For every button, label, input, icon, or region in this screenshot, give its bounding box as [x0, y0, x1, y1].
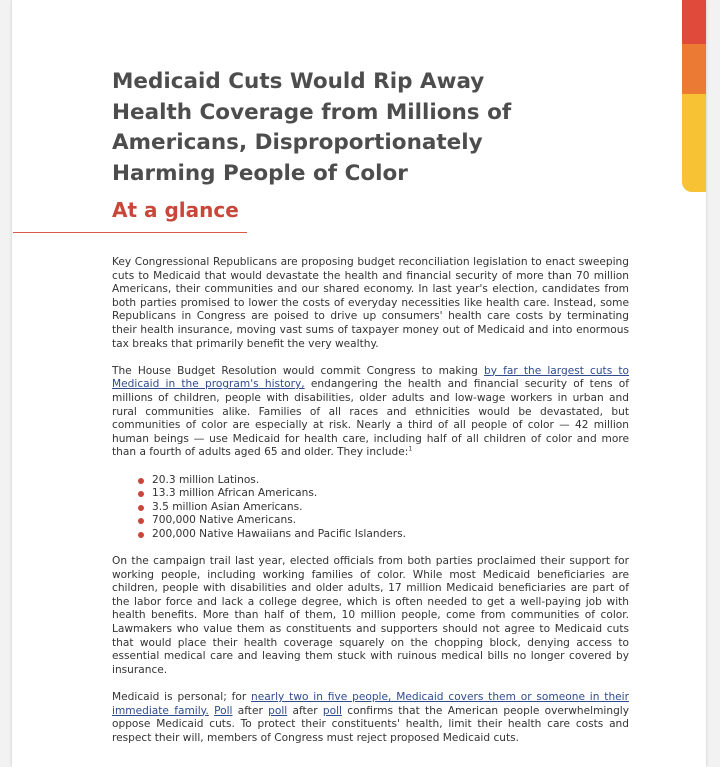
poll-link-3[interactable]: poll	[322, 704, 342, 717]
tab-stripe-yellow	[682, 94, 706, 192]
paragraph-budget-lead: The House Budget Resolution would commit Congress to making	[112, 364, 485, 377]
list-item	[138, 474, 629, 488]
tab-stripe-orange	[682, 44, 706, 94]
footnote-marker: 1	[408, 445, 413, 453]
list-item-text: 3.5 million Asian Americans.	[152, 500, 303, 513]
body-text	[112, 256, 629, 759]
two-in-five-link[interactable]: nearly two in five people, Medicaid covers them or someone in their immediate family.	[112, 691, 629, 717]
tab-stripe-red	[682, 0, 706, 44]
poll-link-2[interactable]: poll	[268, 704, 288, 717]
bullet-dot-icon	[138, 491, 144, 497]
page-title: Medicaid Cuts Would Rip Away Health Coverage from Millions of Americans, Disproportionately Harming People of Color	[112, 69, 512, 186]
heading-divider	[13, 232, 247, 233]
poll-link-1[interactable]: Poll	[214, 704, 233, 717]
section-heading: At a glance	[112, 198, 239, 222]
bullet-dot-icon	[138, 478, 144, 484]
largest-cuts-link[interactable]: by far the largest cuts to Medicaid in the program's history,	[112, 364, 629, 391]
list-item	[138, 528, 629, 542]
bullet-dot-icon	[138, 532, 144, 538]
list-item-text: 13.3 million African Americans.	[152, 487, 318, 500]
population-list	[138, 474, 629, 542]
list-item	[138, 487, 629, 501]
paragraph-campaign: On the campaign trail last year, elected officials from both parties proclaimed their support for working people, including working families of color. While most Medicaid beneficiaries are children, people with disabilities and older adults, 17 million Medicaid beneficiaries are part of the labor force and lack a college degree, which is often needed to get a well-paying job with health benefits. More than half of them, 10 million people, come from communities of color. Lawmakers who value them as constituents and supporters should not agree to Medicaid cuts that would place their health coverage squarely on the chopping block, denying access to essential medical care and leaving them stuck with ruinous medical bills no longer covered by insurance.	[112, 555, 629, 676]
separator: after	[232, 704, 269, 717]
list-item	[138, 501, 629, 515]
paragraph-budget-rest: endangering the health and financial security of tens of millions of children, people with disabilities, older adults and low-wage workers in urban and rural communities alike. Families of all races and ethnicities would be devastated, but communities of color are especially at risk. Nearly a third of all people of color — 42 million human beings — use Medicaid for health care, including half of all children of color and more than a fourth of adults aged 65 and older. They include:	[112, 378, 629, 459]
list-item	[138, 514, 629, 528]
separator: after	[287, 704, 323, 717]
bullet-dot-icon	[138, 505, 144, 511]
paragraph-personal-rest: confirms that the American people overwhelmingly oppose Medicaid cuts. To protect their constituents' health, limit their health care costs and respect their will, members of Congress must reject proposed Medicaid cuts.	[112, 704, 630, 744]
list-item-text: 200,000 Native Hawaiians and Pacific Islanders.	[152, 527, 407, 540]
paragraph-personal-lead: Medicaid is personal; for	[112, 691, 252, 703]
paragraph-budget	[112, 365, 629, 460]
bullet-dot-icon	[138, 518, 144, 524]
color-tab-decoration	[682, 0, 706, 192]
paragraph-intro: Key Congressional Republicans are proposing budget reconciliation legislation to enact sweeping cuts to Medicaid that would devastate the health and financial security of more than 70 million Americans, their communities and our shared economy. In last year's election, candidates from both parties promised to lower the costs of everyday necessities like health care. Instead, some Republicans in Congress are poised to drive up consumers' health care costs by terminating their health insurance, moving vast sums of taxpayer money out of Medicaid and into enormous tax breaks that primarily benefit the very wealthy.	[112, 256, 629, 350]
list-item-text: 20.3 million Latinos.	[152, 473, 260, 486]
list-item-text: 700,000 Native Americans.	[152, 514, 297, 527]
paragraph-personal	[112, 691, 629, 745]
